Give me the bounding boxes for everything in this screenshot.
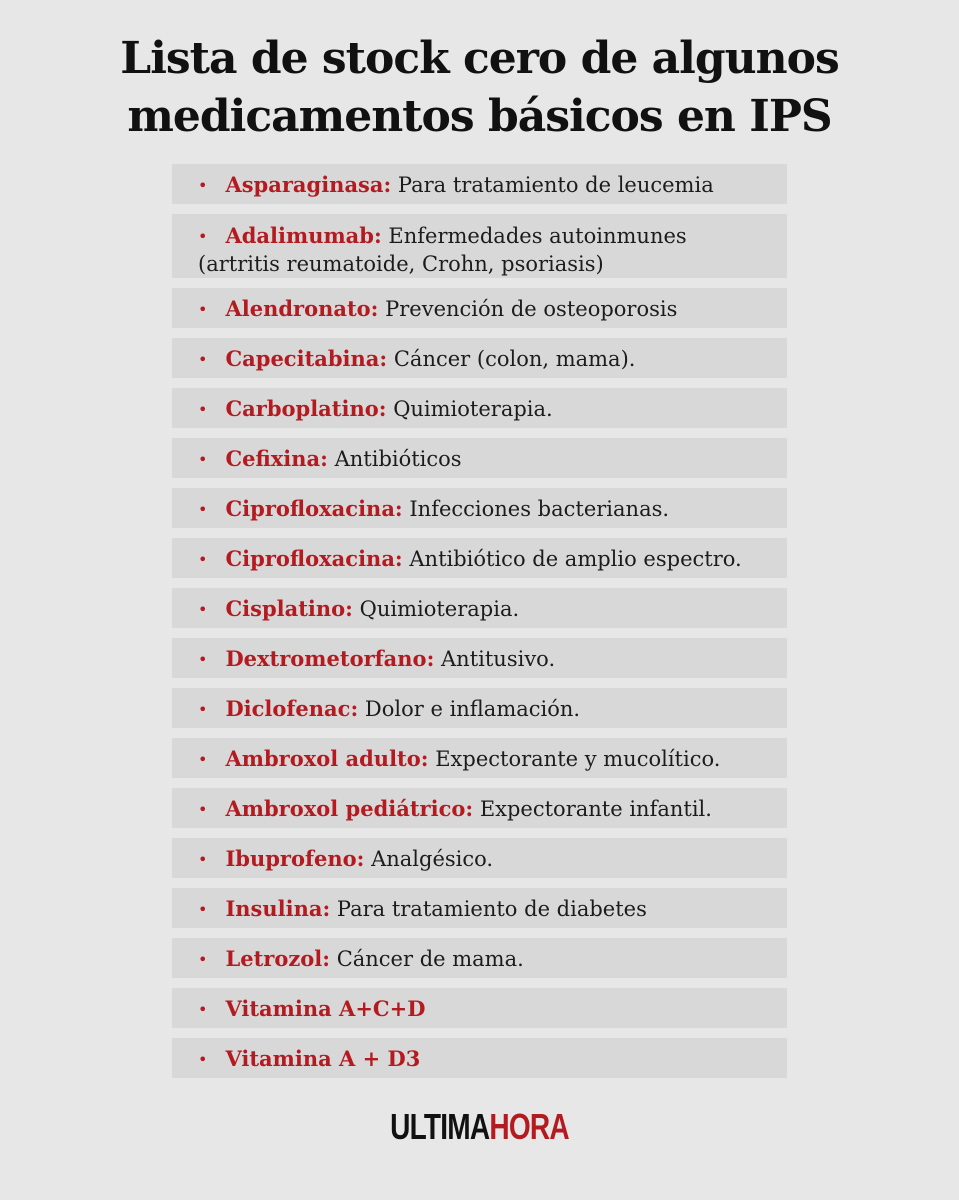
bullet-icon: • <box>198 699 208 719</box>
item-description-continued: (artritis reumatoide, Crohn, psoriasis) <box>198 252 604 276</box>
item-description: Quimioterapia. <box>393 396 553 421</box>
item-description: Antibiótico de amplio espectro. <box>409 546 742 571</box>
item-term: Carboplatino: <box>225 395 387 421</box>
bullet-icon: • <box>198 799 208 819</box>
item-term: Asparaginasa: <box>225 171 392 197</box>
item-term: Ciprofloxacina: <box>225 495 403 521</box>
item-term: Letrozol: <box>225 945 330 971</box>
bullet-icon: • <box>198 549 208 569</box>
item-term: Ibuprofeno: <box>225 845 365 871</box>
list-item <box>172 988 787 1028</box>
list-item <box>172 538 787 578</box>
item-term: Adalimumab: <box>225 223 382 248</box>
item-description: Expectorante y mucolítico. <box>435 746 721 771</box>
bullet-icon: • <box>198 899 208 919</box>
item-term: Insulina: <box>225 895 331 921</box>
logo-part-ultima: ULTIMA <box>390 1106 490 1147</box>
list-item <box>172 214 787 278</box>
bullet-icon: • <box>198 299 208 319</box>
list-item <box>172 938 787 978</box>
item-description: Analgésico. <box>371 846 494 871</box>
item-description: Antibióticos <box>334 446 462 471</box>
item-term: Diclofenac: <box>225 695 359 721</box>
list-item <box>172 888 787 928</box>
list-item <box>172 438 787 478</box>
item-term: Alendronato: <box>225 295 379 321</box>
list-item <box>172 588 787 628</box>
page-title <box>0 30 959 146</box>
item-term: Ambroxol adulto: <box>225 745 429 771</box>
list-item <box>172 338 787 378</box>
bullet-icon: • <box>198 599 208 619</box>
bullet-icon: • <box>198 849 208 869</box>
item-description: Prevención de osteoporosis <box>385 296 678 321</box>
item-term: Vitamina A + D3 <box>225 1045 421 1071</box>
item-description: Cáncer (colon, mama). <box>393 346 636 371</box>
item-description: Quimioterapia. <box>359 596 520 621</box>
item-description: Cáncer de mama. <box>336 946 524 971</box>
list-item <box>172 788 787 828</box>
list-item <box>172 288 787 328</box>
bullet-icon: • <box>198 949 208 969</box>
bullet-icon: • <box>198 1049 208 1069</box>
list-item <box>172 388 787 428</box>
bullet-icon: • <box>198 999 208 1019</box>
list-item <box>172 688 787 728</box>
bullet-icon: • <box>198 399 208 419</box>
item-description: Infecciones bacterianas. <box>409 496 670 521</box>
medication-list <box>172 164 787 1088</box>
title-line-2: medicamentos básicos en IPS <box>127 91 832 142</box>
bullet-icon: • <box>198 175 208 195</box>
item-description: Antitusivo. <box>441 646 556 671</box>
title-line-1: Lista de stock cero de algunos <box>120 33 839 84</box>
bullet-icon: • <box>198 649 208 669</box>
item-description: Para tratamiento de diabetes <box>336 896 647 921</box>
bullet-icon: • <box>198 349 208 369</box>
item-term: Capecitabina: <box>225 345 388 371</box>
item-term: Vitamina A+C+D <box>225 995 426 1021</box>
item-term: Cisplatino: <box>225 595 353 621</box>
bullet-icon: • <box>198 227 208 246</box>
item-term: Dextrometorfano: <box>225 645 435 671</box>
list-item <box>172 1038 787 1078</box>
bullet-icon: • <box>198 499 208 519</box>
list-item <box>172 488 787 528</box>
bullet-icon: • <box>198 449 208 469</box>
item-term: Ciprofloxacina: <box>225 545 403 571</box>
list-item <box>172 164 787 204</box>
list-item <box>172 738 787 778</box>
item-term: Ambroxol pediátrico: <box>225 795 474 821</box>
list-item <box>172 838 787 878</box>
list-item <box>172 638 787 678</box>
bullet-icon: • <box>198 749 208 769</box>
logo-part-hora: HORA <box>489 1106 569 1147</box>
item-description: Expectorante infantil. <box>479 796 712 821</box>
item-description: Dolor e inflamación. <box>364 696 581 721</box>
item-description: Para tratamiento de leucemia <box>397 172 714 197</box>
item-description: Enfermedades autoinmunes <box>388 224 687 248</box>
item-term: Cefixina: <box>225 445 328 471</box>
brand-logo <box>105 1106 853 1148</box>
